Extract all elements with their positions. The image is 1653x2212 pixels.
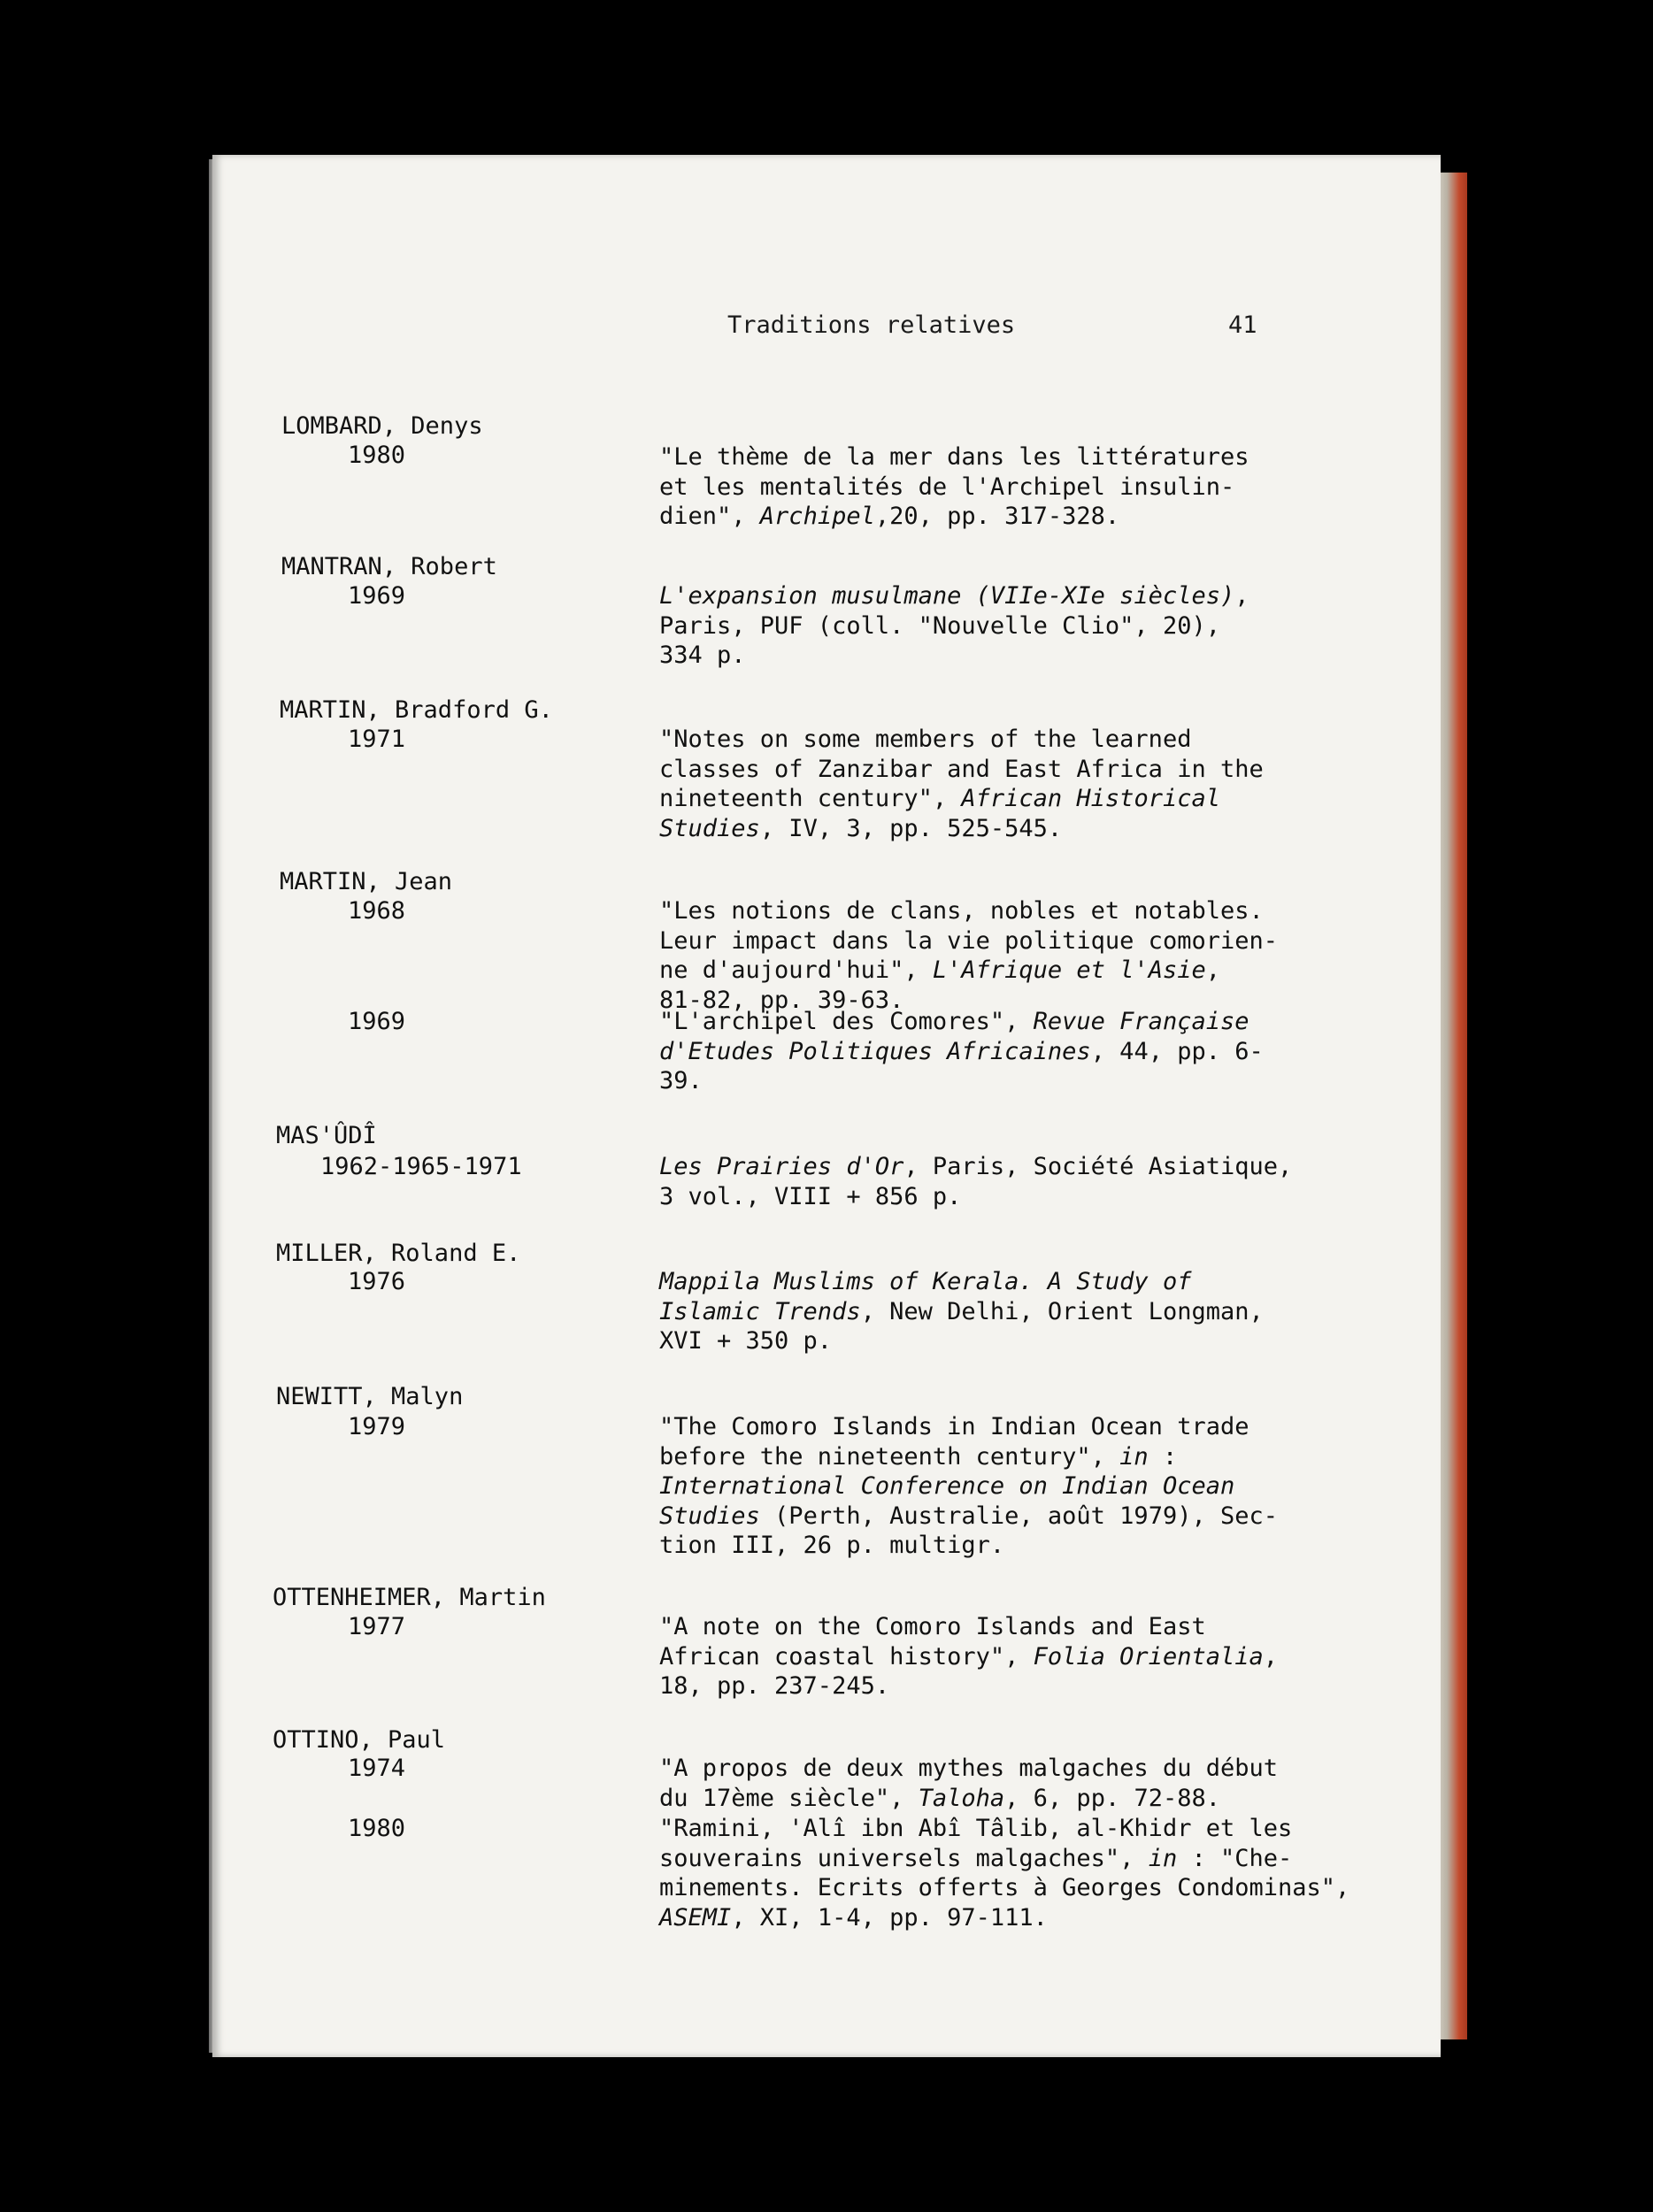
citation-line: "Notes on some members of the learned (659, 726, 1192, 753)
citation-line: 334 p. (659, 641, 746, 669)
citation-line: "Ramini, 'Alî ibn Abî Tâlib, al-Khidr et les (659, 1815, 1293, 1842)
citation-line: ASEMI, XI, 1-4, pp. 97-111. (659, 1903, 1048, 1932)
citation-line: Studies (Perth, Australie, août 1979), Sec- (659, 1502, 1278, 1530)
citation-line: et les mentalités de l'Archipel insulin- (659, 472, 1235, 501)
italic-title: Taloha (918, 1784, 1005, 1812)
entry-citation (659, 442, 1305, 532)
citation-line: Studies, IV, 3, pp. 525-545. (659, 814, 1063, 842)
entry-author: MILLER, Roland E. (276, 1240, 521, 1267)
citation-line: Islamic Trends, New Delhi, Orient Longman, (659, 1297, 1264, 1325)
entry-year: 1968 (348, 897, 406, 925)
citation-line: souverains universels malgaches", in : "Che- (659, 1844, 1293, 1872)
citation-line (659, 1471, 1305, 1502)
citation-line: Les Prairies d'Or, Paris, Société Asiatique, (659, 1153, 1293, 1180)
citation-line: nineteenth century", African Historical (659, 785, 1220, 812)
page-number: 41 (1228, 311, 1257, 339)
italic-title: Folia Orientalia (1033, 1642, 1264, 1671)
citation-line: 18, pp. 237-245. (659, 1672, 890, 1700)
entry-year: 1969 (348, 582, 406, 610)
citation-line: African coastal history", Folia Orientalia, (659, 1642, 1278, 1671)
citation-line: ne d'aujourd'hui", L'Afrique et l'Asie, (659, 956, 1220, 984)
citation-line: d'Etudes Politiques Africaines, 44, pp. 6- (659, 1037, 1264, 1065)
entry-citation (659, 1814, 1350, 1932)
italic-title: Archipel (759, 503, 875, 530)
italic-title: Studies (659, 1502, 760, 1530)
entry-year: 1976 (348, 1268, 406, 1295)
citation-line: before the nineteenth century", in : (659, 1442, 1178, 1471)
citation-line: "A note on the Comoro Islands and East (659, 1613, 1206, 1640)
italic-title: L'expansion musulmane (VIIe-XIe siècles) (659, 582, 1235, 610)
entry-year: 1974 (348, 1755, 406, 1782)
italic-title: Islamic Trends (659, 1297, 861, 1325)
entry-author: OTTENHEIMER, Martin (273, 1584, 546, 1611)
entry-author: MAS'ÛDÎ (276, 1122, 377, 1149)
citation-line: Leur impact dans la vie politique comorien- (659, 926, 1278, 955)
citation-line: XVI + 350 p. (659, 1327, 833, 1355)
italic-title: International Conference on Indian Ocean (659, 1472, 1235, 1500)
italic-title: ASEMI (659, 1903, 732, 1932)
entry-citation (659, 1152, 1305, 1211)
italic-title: Revue Française (1033, 1008, 1249, 1035)
entry-year: 1962-1965-1971 (320, 1153, 522, 1180)
citation-line (659, 1267, 1305, 1297)
citation-line: 81-82, pp. 39-63. (659, 986, 904, 1014)
citation-line: "The Comoro Islands in Indian Ocean trade (659, 1413, 1249, 1440)
entry-author: MARTIN, Bradford G. (280, 696, 553, 724)
italic-title: in (1148, 1844, 1178, 1872)
citation-line: du 17ème siècle", Taloha, 6, pp. 72-88. (659, 1784, 1220, 1812)
entry-citation (659, 896, 1305, 1015)
entry-citation (659, 1412, 1305, 1561)
running-header: Traditions relatives (727, 311, 1016, 339)
entry-year: 1980 (348, 442, 406, 469)
entry-author: MARTIN, Jean (280, 868, 453, 895)
citation-line: minements. Ecrits offerts à Georges Condominas", (659, 1874, 1350, 1901)
citation-line: 39. (659, 1067, 703, 1094)
entry-citation (659, 1267, 1305, 1356)
citation-line: 3 vol., VIII + 856 p. (659, 1182, 962, 1210)
entry-author: OTTINO, Paul (273, 1726, 446, 1754)
entry-year: 1980 (348, 1815, 406, 1842)
citation-line: "A propos de deux mythes malgaches du début (659, 1755, 1278, 1782)
italic-title: L'Afrique et l'Asie (932, 956, 1206, 984)
citation-line: "Le thème de la mer dans les littératures (659, 443, 1249, 471)
entry-citation (659, 1007, 1305, 1096)
entry-citation (659, 1612, 1305, 1701)
citation-line: tion III, 26 p. multigr. (659, 1532, 1005, 1559)
entry-author: NEWITT, Malyn (276, 1383, 464, 1410)
entry-year: 1977 (348, 1613, 406, 1640)
citation-line: L'expansion musulmane (VIIe-XIe siècles), (659, 582, 1249, 610)
entry-citation (659, 1754, 1305, 1813)
citation-line: Paris, PUF (coll. "Nouvelle Clio", 20), (659, 611, 1220, 640)
citation-line: "L'archipel des Comores", Revue Française (659, 1008, 1249, 1035)
italic-title: Les Prairies d'Or (659, 1153, 904, 1180)
italic-title: African Historical (961, 785, 1220, 812)
citation-line: classes of Zanzibar and East Africa in the (659, 755, 1264, 783)
citation-line: "Les notions de clans, nobles et notables. (659, 897, 1264, 925)
citation-line: dien", Archipel,20, pp. 317-328. (659, 503, 1120, 530)
entry-author: LOMBARD, Denys (281, 412, 483, 440)
entry-citation (659, 581, 1305, 671)
page-edge (1441, 173, 1467, 2039)
entry-year: 1979 (348, 1413, 406, 1440)
entry-author: MANTRAN, Robert (281, 553, 497, 580)
italic-title: Mappila Muslims of Kerala. A Study of (659, 1268, 1192, 1295)
entry-citation (659, 725, 1305, 843)
entry-year: 1971 (348, 726, 406, 753)
italic-title: d'Etudes Politiques Africaines (659, 1037, 1091, 1065)
italic-title: Studies (659, 814, 760, 842)
entry-year: 1969 (348, 1008, 406, 1035)
italic-title: in (1119, 1442, 1149, 1471)
